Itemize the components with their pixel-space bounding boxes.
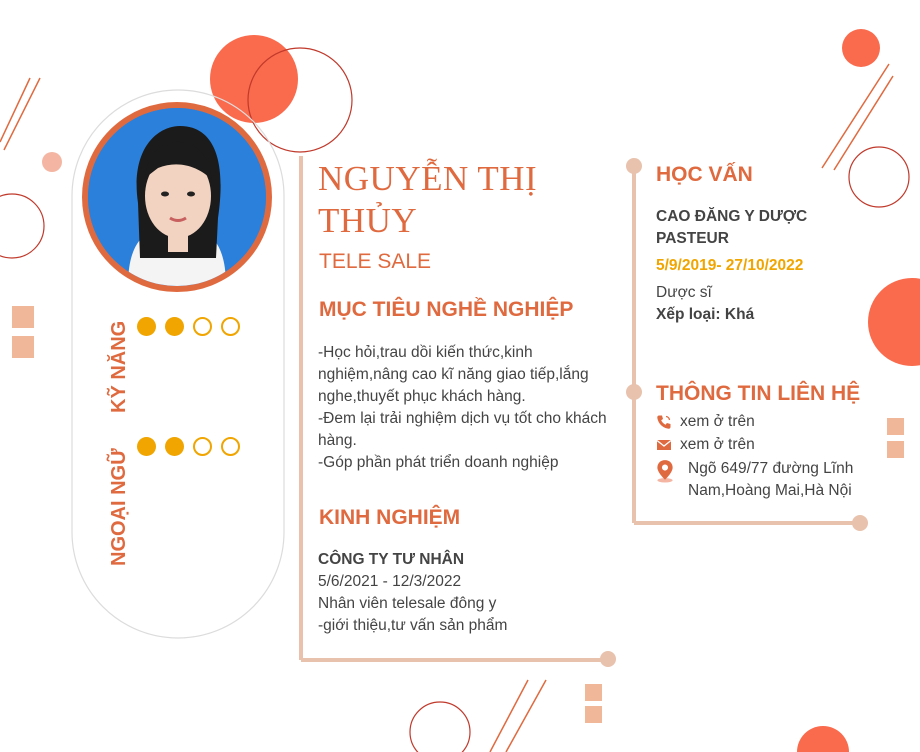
candidate-name: NGUYỄN THỊ THỦY: [318, 159, 538, 240]
address-line: Nam,Hoàng Mai,Hà Nội: [688, 482, 852, 499]
objective-line: hàng.: [318, 432, 357, 449]
experience-heading: KINH NGHIỆM: [319, 506, 461, 529]
contact-heading: THÔNG TIN LIÊN HỆ: [656, 382, 861, 405]
experience-position: Nhân viên telesale đông y: [318, 595, 497, 612]
objective-line: nghiệm,nâng cao kĩ năng giao tiếp,lắng: [318, 366, 589, 383]
contact-address: [688, 458, 853, 502]
grade-value: Khá: [724, 306, 755, 323]
objective-line: -Góp phần phát triển doanh nghiệp: [318, 454, 559, 471]
education-school: CAO ĐĂNG Y DƯỢC: [656, 208, 808, 225]
experience-block: [318, 549, 608, 637]
email-icon: [656, 437, 672, 453]
contact-phone: xem ở trên: [680, 413, 755, 430]
education-heading: HỌC VẤN: [656, 163, 753, 186]
person-portrait-icon: [88, 108, 266, 286]
grade-label: Xếp loại:: [656, 306, 721, 323]
rating-dot-filled: [137, 317, 156, 336]
phone-icon: [656, 414, 672, 430]
objective-line: nghe,thuyết phục khách hàng.: [318, 388, 526, 405]
skill-label-ky-nang: KỸ NĂNG: [108, 320, 130, 413]
rating-dot-empty: [193, 437, 212, 456]
rating-dot-empty: [221, 437, 240, 456]
education-major: Dược sĩ: [656, 284, 712, 301]
profile-photo: [82, 102, 272, 292]
education-dates: 5/9/2019- 27/10/2022: [656, 257, 804, 274]
objective-line: -Học hỏi,trau dồi kiến thức,kinh: [318, 344, 533, 361]
objective-heading: MỤC TIÊU NGHỀ NGHIỆP: [319, 298, 574, 321]
objective-text: [318, 342, 628, 474]
objective-line: -Đem lại trải nghiệm dịch vụ tốt cho khách: [318, 410, 607, 427]
contact-email: xem ở trên: [680, 436, 755, 453]
rating-dot-filled: [165, 317, 184, 336]
education-block: [656, 206, 886, 326]
experience-description: -giới thiệu,tư vấn sản phẩm: [318, 617, 508, 634]
skill-label-ngoai-ngu: NGOẠI NGỮ: [108, 448, 130, 566]
rating-dot-filled: [137, 437, 156, 456]
education-school-line2: PASTEUR: [656, 230, 729, 247]
rating-dot-empty: [193, 317, 212, 336]
address-line: Ngõ 649/77 đường Lĩnh: [688, 460, 854, 477]
map-pin-icon: [655, 459, 675, 483]
experience-dates: 5/6/2021 - 12/3/2022: [318, 573, 462, 590]
education-grade: [656, 304, 886, 326]
job-title: TELE SALE: [319, 250, 432, 273]
rating-dot-filled: [165, 437, 184, 456]
rating-dot-empty: [221, 317, 240, 336]
experience-company: CÔNG TY TƯ NHÂN: [318, 551, 465, 568]
